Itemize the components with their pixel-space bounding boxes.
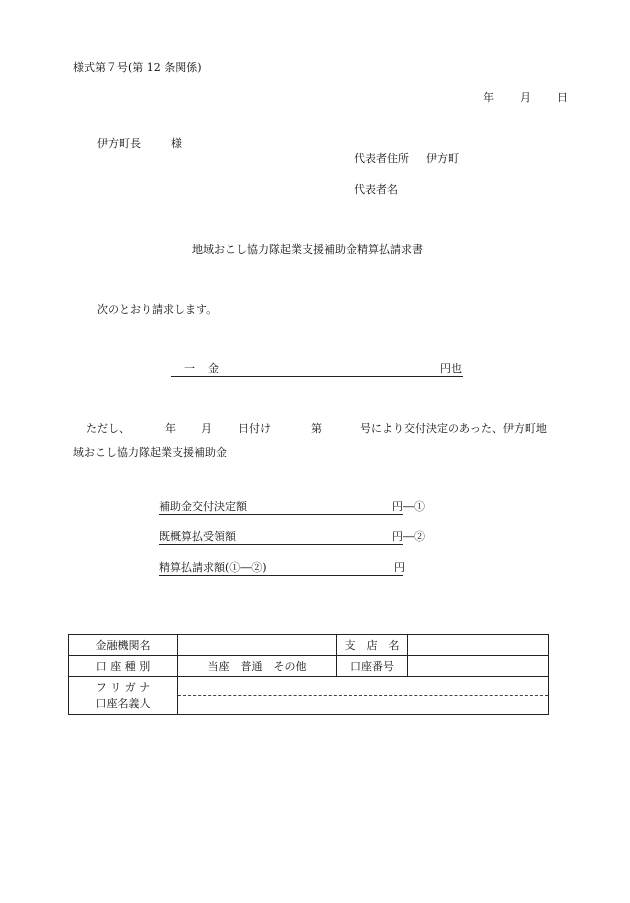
calc-label-decided: 補助金交付決定額 [159,500,247,513]
bank-account-table [68,634,549,715]
account-type-options[interactable]: 当座 普通 その他 [178,656,337,677]
amount-ichi: 一 [184,362,195,375]
account-number-label: 口座番号 [337,656,408,677]
addressee-honorific: 様 [171,137,182,150]
calc-suffix-received: 円―② [392,530,425,543]
furigana-divider [178,695,548,696]
account-number-field[interactable] [408,656,549,677]
account-type-label: 口 座 種 別 [69,656,178,677]
proviso-month: 月 [201,422,212,435]
representative-name-label: 代表者名 [354,183,398,196]
amount-yen-nari: 円也 [440,362,462,375]
branch-field[interactable] [408,635,549,656]
amount-underline [171,376,463,377]
proviso-year: 年 [165,422,176,435]
account-holder-field[interactable] [178,677,549,715]
calc-underline-received [159,544,403,545]
proviso-line2: 域おこし協力隊起業支援補助金 [73,446,227,459]
representative-address-label: 代表者住所 [354,152,409,165]
addressee-name: 伊方町長 [97,137,141,150]
branch-label: 支 店 名 [337,635,408,656]
holder-label-cell [69,677,178,715]
calc-label-received: 既概算払受領額 [159,530,236,543]
proviso-tadashi: ただし、 [86,422,130,435]
institution-field[interactable] [178,635,337,656]
amount-kin: 金 [208,362,219,375]
document-title: 地域おこし協力隊起業支援補助金精算払請求書 [192,243,423,256]
request-text: 次のとおり請求します。 [97,303,218,316]
account-holder-label: 口座名義人 [95,696,151,710]
date-day-label: 日 [557,91,568,104]
calc-underline-final [159,575,403,576]
form-number: 様式第７号(第 12 条関係) [73,61,202,74]
date-year-label: 年 [483,91,494,104]
proviso-dai: 第 [311,422,322,435]
calc-underline-decided [159,514,403,515]
proviso-go-text: 号により交付決定のあった、伊方町地 [360,422,547,435]
representative-address-value: 伊方町 [426,152,459,165]
calc-suffix-final: 円 [394,561,405,574]
institution-label: 金融機関名 [69,635,178,656]
calc-suffix-decided: 円―① [392,500,425,513]
furigana-label: フ リ ガ ナ [95,680,151,694]
date-month-label: 月 [520,91,531,104]
proviso-dated: 日付け [238,422,271,435]
calc-label-final: 精算払請求額(①―②) [159,561,267,574]
